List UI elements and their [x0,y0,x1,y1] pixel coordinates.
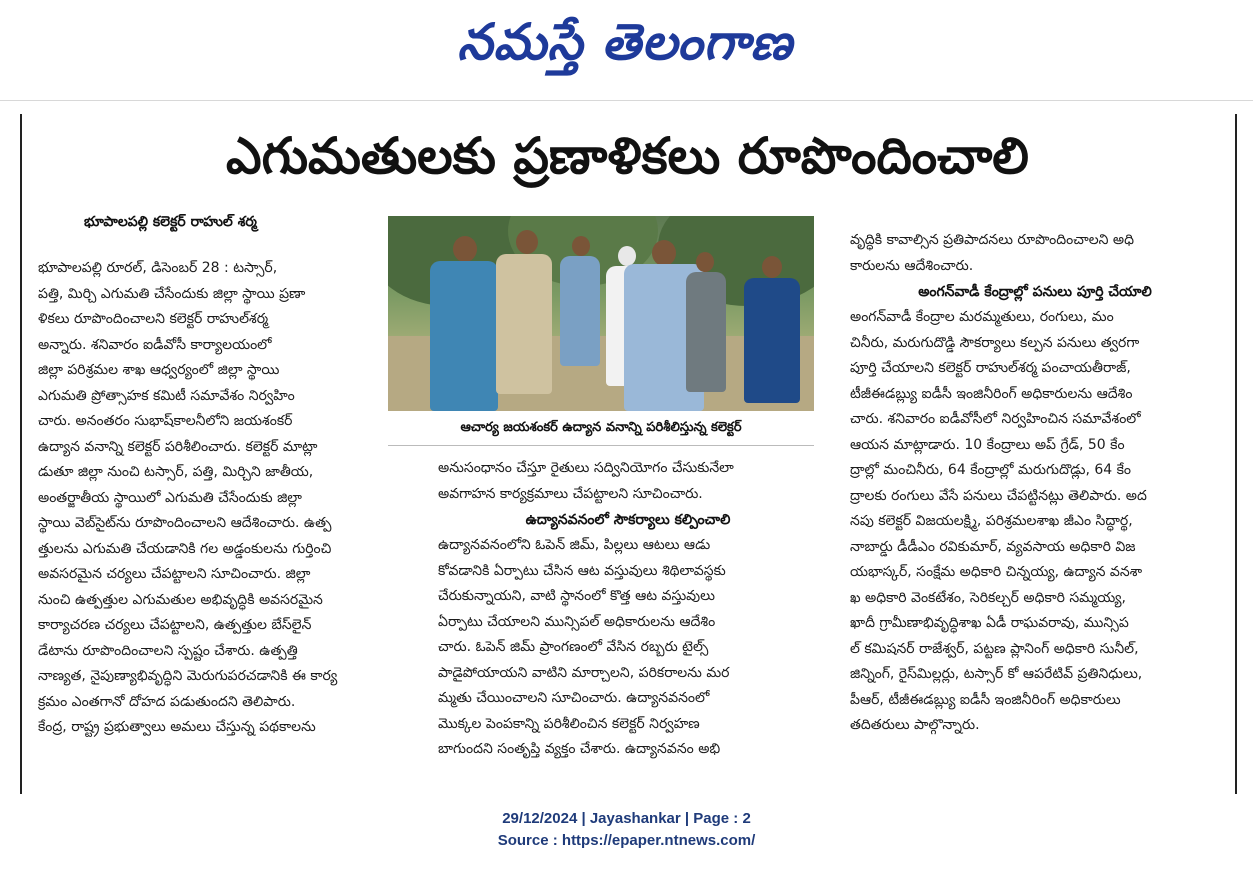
page-footer [0,808,1253,852]
article-text-line: పత్తి, మిర్చి ఎగుమతి చేసేందుకు జిల్లా స్థాయి ప్రణా [38,285,306,302]
article-text-line: చారు. ఓపెన్ జిమ్ ప్రాంగణంలో వేసిన రబ్బరు టైల్స్ [438,639,709,655]
article-text-line: యభాస్కర్, సంక్షేమ అధికారి చిన్నయ్య, ఉద్యాన వనశా [850,564,1143,580]
article-subheading: అంగన్‌వాడీ కేంద్రాల్లో పనులు పూర్తి చేయాలి [918,284,1152,300]
article-text-line: పీఆర్, టీజీఈడబ్ల్యు ఐడీసీ ఇంజినీరింగ్ అధికారులు [850,691,1121,708]
article-text-line: కారులను ఆదేశించారు. [850,257,974,274]
article-text-line: మ్మతు చేయించాలని సూచించారు. ఉద్యానవనంలో [438,690,710,706]
article-text-line: టీజీఈడబ్ల్యు ఐడీసీ ఇంజినీరింగ్ అధికారులను ఆదేశిం [850,385,1133,402]
article-text-line: ల్ కమిషనర్ రాజేశ్వర్, పట్టణ ప్లానింగ్ అధికారి సునీల్, [850,640,1139,657]
article-text-line: చేరుకున్నాయని, వాటి స్థానంలో కొత్త ఆట వస్తువులు [438,588,715,604]
article-text-line: ఖాదీ గ్రామీణాభివృద్ధిశాఖ ఏడీ రాఘవరావు, మున్సిప [850,615,1129,631]
article-column-3 [850,228,1220,739]
article-text-line: ఏర్పాటు చేయాలని మున్సిపల్ అధికారులను ఆదేశిం [438,613,716,630]
article-text-line: క్రమం ఎంతగానో దోహద పడుతుందని తెలిపారు. [38,693,296,710]
article-text-line: ద్రాల్లో మంచినీరు, 64 కేంద్రాల్లో మరుగుదొడ్లు, 64 కేం [850,462,1132,478]
footer-date-edition-page: 29/12/2024 | Jayashankar | Page : 2 [502,810,751,827]
article-text-line: నాణ్యత, నైపుణ్యాభివృద్ధిని మెరుగుపరచడానికి ఈ కార్య [38,668,338,684]
article-text-line: జిల్లా పరిశ్రమల శాఖ ఆధ్వర్యంలో జిల్లా స్థాయి [38,362,280,378]
article-text-line: భూపాలపల్లి రూరల్, డిసెంబర్ 28 : టస్సార్, [38,260,278,276]
article-text-line: నపు కలెక్టర్ విజయలక్ష్మి, పరిశ్రమలశాఖ జీఎం సిద్ధార్థ, [850,513,1133,529]
article-text-line: కోవడానికి ఏర్పాటు చేసిన ఆట వస్తువులు శిథిలావస్థకు [438,562,726,579]
article-text-line: ఉద్యాన వనాన్ని కలెక్టర్ పరిశీలించారు. కలెక్టర్ మాట్లా [38,438,318,455]
article-text-line: జిన్నింగ్, రైస్‌మిల్లర్లు, టస్సార్ కో ఆపరేటివ్ ప్రతినిధులు, [850,666,1143,682]
article-column-1 [38,256,390,741]
article-text-line: చారు. శనివారం ఐడీవోసీలో నిర్వహించిన సమావేశంలో [850,411,1141,427]
article-text-line: కేంద్ర, రాష్ట్ర ప్రభుత్వాలు అమలు చేస్తున్న పథకాలను [38,719,316,735]
article-text-line: ళికలు రూపొందించాలని కలెక్టర్ రాహుల్‌శర్మ [38,311,269,327]
article-text-line: స్థాయి వెబ్‌సైట్‌ను రూపొందించాలని ఆదేశించారు. ఉత్ప [38,515,332,531]
article-text-line: ద్రాలకు రంగులు వేసే పనులు చేపట్టినట్లు తెలిపారు. అద [850,487,1147,504]
article-text-line: పూర్తి చేయాలని కలెక్టర్ రాహుల్‌శర్మ పంచాయతీరాజ్, [850,360,1131,376]
article-byline: భూపాలపల్లి కలెక్టర్ రాహుల్ శర్మ [84,214,257,230]
article-column-2 [438,456,818,763]
photo-caption: ఆచార్య జయశంకర్ ఉద్యాన వనాన్ని పరిశీలిస్తున్న కలెక్టర్ [388,411,814,446]
article-text-line: ఎగుమతి ప్రోత్సాహక కమిటీ సమావేశం నిర్వహిం [38,387,295,404]
article-text-line: ఆయన మాట్లాడారు. 10 కేంద్రాలు అప్ గ్రేడ్, 50 కేం [850,436,1125,453]
article-text-line: అంతర్జాతీయ స్థాయిలో ఎగుమతి చేసేందుకు జిల్లా [38,489,302,506]
article-text-line: తదితరులు పాల్గొన్నారు. [850,717,980,733]
article-text-line: అవగాహన కార్యక్రమాలు చేపట్టాలని సూచించారు. [438,485,703,502]
article-text-line: డుతూ జిల్లా నుంచి టస్సార్, పత్తి, మిర్చిని జాతీయ, [38,464,314,480]
article-text-line: అంగన్‌వాడీ కేంద్రాల మరమ్మతులు, రంగులు, మం [850,309,1114,325]
article-subheading: ఉద్యానవనంలో సౌకర్యాలు కల్పించాలి [525,512,731,528]
article-text-line: అవసరమైన చర్యలు చేపట్టాలని సూచించారు. జిల్లా [38,566,311,582]
newspaper-logo: నమస్తే తెలంగాణ [457,13,793,71]
article-text-line: డేటాను రూపొందించాలని స్పష్టం చేశారు. ఉత్పత్తి [38,642,298,659]
article-text-line: బాగుందని సంతృప్తి వ్యక్తం చేశారు. ఉద్యానవనం అభి [438,741,721,757]
masthead [0,0,1253,100]
article-text-line: వృద్ధికి కావాల్సిన ప్రతిపాదనలు రూపొందించాలని అధి [850,232,1134,248]
article-text-line: నుంచి ఉత్పత్తుల ఎగుమతుల అభివృద్ధికి అవసరమైన [38,591,323,608]
article-text-line: అనుసంధానం చేస్తూ రైతులు సద్వినియోగం చేసుకునేలా [438,460,734,476]
footer-source-link[interactable]: Source : https://epaper.ntnews.com/ [497,832,756,849]
article-text-line: చారు. అనంతరం సుభాష్‌కాలనీలోని జయశంకర్ [38,413,293,429]
article-text-line: త్తులను ఎగుమతి చేయడానికి గల అడ్డంకులను గుర్తించి [38,540,332,557]
article-text-line: కార్యాచరణ చర్యలు చేపట్టాలని, ఉత్పత్తుల బేస్‌లైన్ [38,617,312,633]
article-text-line: నాబార్డు డీడీఎం రవికుమార్, వ్యవసాయ అధికారి విజ [850,538,1136,555]
article-headline: ఎగుమతులకు ప్రణాళికలు రూపొందించాలి [226,127,1029,185]
article-text-line: మొక్కల పెంపకాన్ని పరిశీలించిన కలెక్టర్ నిర్వహణ [438,715,700,732]
article-text-line: అన్నారు. శనివారం ఐడీవోసీ కార్యాలయంలో [38,336,272,353]
article-photo [388,216,814,411]
article-text-line: చినీరు, మరుగుదొడ్డి సౌకర్యాలు కల్పన పనులు త్వరగా [850,334,1140,351]
article-text-line: పాడైపోయాయని వాటిని మార్చాలని, పరికరాలను మర [438,664,730,681]
masthead-divider [0,100,1253,101]
article-text-line: ఉద్యానవనంలోని ఓపెన్ జిమ్, పిల్లలు ఆటలు ఆడు [438,537,711,553]
article-text-line: ఖ అధికారి వెంకటేశం, సెరికల్చర్ అధికారి సమ్మయ్య, [850,589,1126,606]
